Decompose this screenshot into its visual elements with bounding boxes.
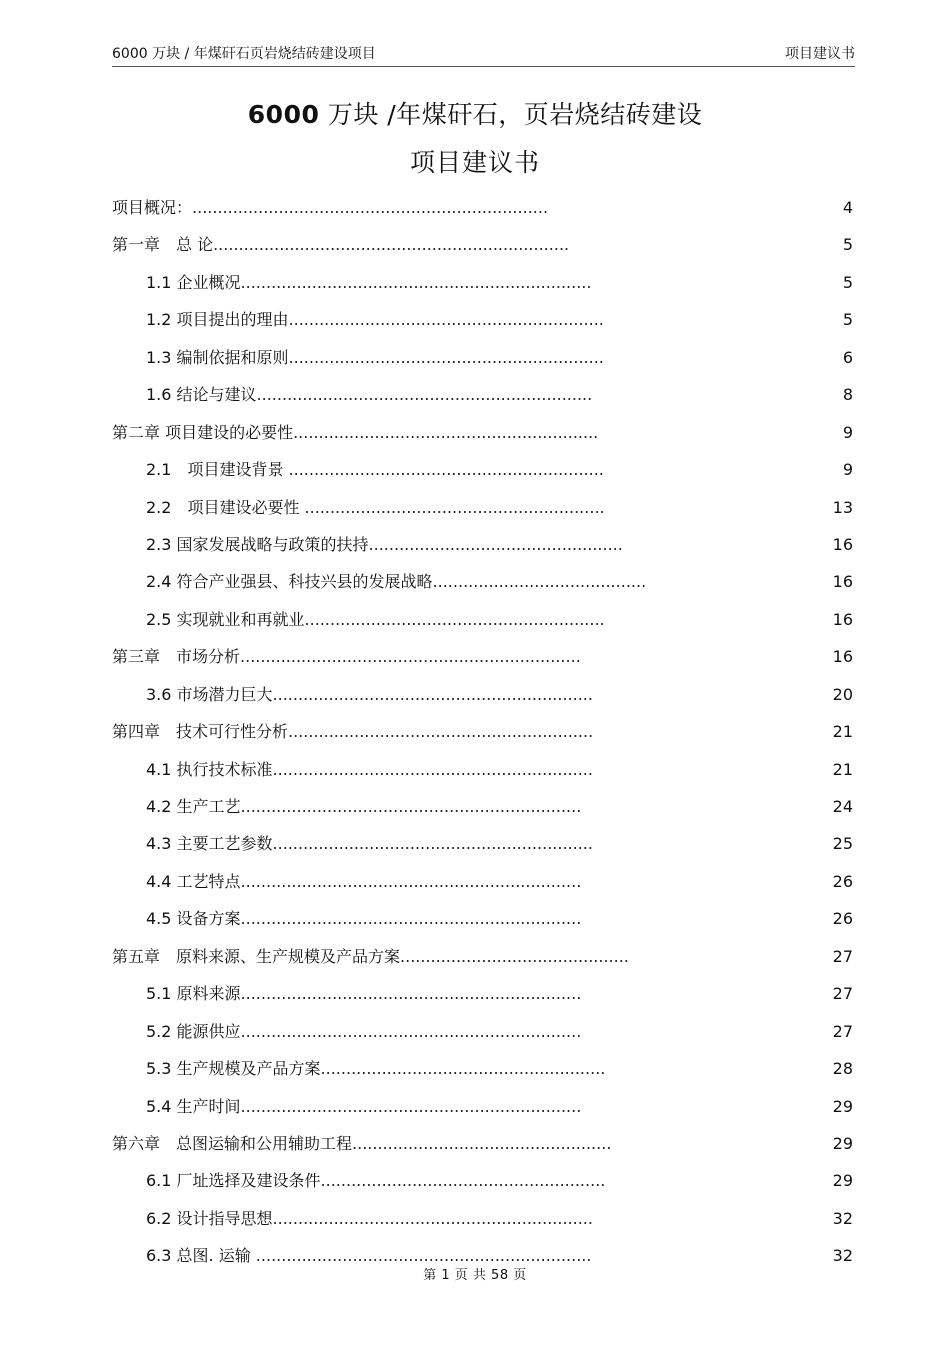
toc-page-number: 27 bbox=[832, 984, 853, 1004]
toc-entry-title: 第四章 技术可行性分析 bbox=[112, 722, 289, 742]
toc-entry-title: 第六章 总图运输和公用辅助工程 bbox=[112, 1133, 353, 1153]
toc-entry-title: 2.4 符合产业强县、科技兴县的发展战略 bbox=[146, 572, 433, 592]
toc-dot-leader: .......................................... bbox=[432, 572, 647, 592]
toc-entry-title: 6.3 总图. 运输 bbox=[146, 1246, 251, 1266]
toc-entry[interactable] bbox=[112, 713, 855, 750]
toc-entry[interactable] bbox=[112, 601, 855, 638]
toc-dot-leader: ................................................................... bbox=[240, 909, 582, 929]
page-number-footer: 第 1 页 共 58 页 bbox=[423, 1268, 527, 1283]
title-line-2: 项目建议书 bbox=[409, 148, 540, 177]
toc-page-number: 16 bbox=[832, 647, 853, 667]
toc-dot-leader: ................................................................... bbox=[240, 1096, 582, 1116]
toc-entry[interactable] bbox=[112, 1013, 855, 1050]
toc-entry-title: 6.2 设计指导思想 bbox=[146, 1208, 273, 1228]
toc-dot-leader: ...................................................................... bbox=[192, 198, 549, 217]
toc-page-number: 32 bbox=[832, 1246, 853, 1266]
table-of-contents bbox=[112, 189, 855, 1275]
toc-entry[interactable] bbox=[112, 825, 855, 862]
toc-dot-leader: ............................................................... bbox=[272, 759, 593, 779]
toc-page-number: 8 bbox=[842, 385, 853, 405]
toc-entry-title: 2.2 项目建设必要性 bbox=[146, 497, 300, 517]
toc-dot-leader: ...................................................................... bbox=[213, 235, 570, 255]
toc-page-number: 13 bbox=[832, 497, 853, 517]
toc-entry-title: 第一章 总 论 bbox=[112, 235, 214, 255]
toc-page-number: 5 bbox=[842, 272, 853, 292]
toc-entry[interactable] bbox=[112, 451, 855, 488]
toc-page-number: 21 bbox=[832, 759, 853, 779]
header-document-type: 项目建议书 bbox=[785, 46, 855, 62]
toc-entry-title: 2.1 项目建设背景 bbox=[146, 460, 284, 480]
toc-entry[interactable] bbox=[112, 1200, 855, 1237]
toc-entry[interactable] bbox=[112, 751, 855, 788]
toc-page-number: 29 bbox=[832, 1171, 853, 1191]
toc-dot-leader: ........................................................... bbox=[304, 609, 605, 629]
toc-entry-title: 4.3 主要工艺参数 bbox=[146, 834, 273, 854]
header-document-title: 6000 万块 / 年煤矸石页岩烧结砖建设项目 bbox=[112, 46, 376, 62]
toc-entry[interactable] bbox=[112, 264, 855, 301]
toc-entry[interactable] bbox=[112, 489, 855, 526]
toc-page-number: 29 bbox=[832, 1133, 853, 1153]
toc-dot-leader: ............................................................... bbox=[272, 834, 593, 854]
toc-page-number: 26 bbox=[832, 909, 853, 929]
toc-dot-leader: ............................................. bbox=[400, 946, 629, 966]
toc-entry[interactable] bbox=[112, 1162, 855, 1199]
toc-dot-leader: ................................................................... bbox=[240, 871, 582, 891]
toc-entry[interactable] bbox=[112, 863, 855, 900]
toc-entry[interactable] bbox=[112, 339, 855, 376]
toc-entry-title: 2.5 实现就业和再就业 bbox=[146, 609, 305, 629]
toc-entry-title: 3.6 市场潜力巨大 bbox=[146, 684, 273, 704]
toc-dot-leader: ................................................................... bbox=[240, 797, 582, 816]
toc-entry-title: 2.3 国家发展战略与政策的扶持 bbox=[146, 534, 369, 554]
toc-dot-leader: ............................................................ bbox=[288, 722, 594, 742]
toc-page-number: 27 bbox=[832, 946, 853, 966]
toc-entry-title: 第五章 原料来源、生产规模及产品方案 bbox=[112, 946, 401, 966]
toc-dot-leader: .................................................. bbox=[368, 534, 623, 554]
toc-dot-leader: ................................................... bbox=[352, 1133, 612, 1153]
toc-entry[interactable] bbox=[112, 226, 855, 263]
toc-dot-leader: ............................................................ bbox=[293, 422, 599, 442]
toc-entry-title: 1.2 项目提出的理由 bbox=[146, 310, 289, 330]
page-header bbox=[112, 40, 855, 67]
toc-entry-title: 6.1 厂址选择及建设条件 bbox=[146, 1171, 321, 1191]
toc-page-number: 6 bbox=[842, 347, 853, 367]
toc-entry-title: 5.4 生产时间 bbox=[146, 1096, 241, 1116]
toc-entry[interactable] bbox=[112, 1050, 855, 1087]
toc-dot-leader: ............................................................... bbox=[272, 1208, 593, 1228]
toc-entry[interactable] bbox=[112, 938, 855, 975]
toc-entry[interactable] bbox=[112, 376, 855, 413]
toc-entry[interactable] bbox=[112, 1125, 855, 1162]
toc-dot-leader: .............................................................. bbox=[283, 460, 604, 480]
toc-dot-leader: .............................................................. bbox=[288, 347, 604, 367]
toc-entry[interactable] bbox=[112, 414, 855, 451]
toc-entry[interactable] bbox=[112, 676, 855, 713]
toc-entry-title: 5.2 能源供应 bbox=[146, 1021, 241, 1041]
toc-page-number: 27 bbox=[832, 1021, 853, 1041]
toc-page-number: 4 bbox=[842, 198, 853, 217]
toc-entry-title: 4.1 执行技术标准 bbox=[146, 759, 273, 779]
toc-page-number: 28 bbox=[832, 1059, 853, 1079]
toc-entry-title: 5.1 原料来源 bbox=[146, 984, 241, 1004]
toc-entry-title: 1.1 企业概况 bbox=[146, 272, 241, 292]
document-title bbox=[0, 95, 950, 183]
toc-dot-leader: ........................................................ bbox=[320, 1171, 606, 1191]
toc-dot-leader: ................................................................... bbox=[240, 1021, 582, 1041]
toc-page-number: 5 bbox=[842, 235, 853, 255]
toc-dot-leader: ............................................................... bbox=[272, 684, 593, 704]
toc-page-number: 16 bbox=[832, 572, 853, 592]
toc-entry[interactable] bbox=[112, 563, 855, 600]
title-text: 万块 /年煤矸石，页岩烧结砖建设 bbox=[327, 100, 703, 129]
toc-dot-leader: .................................................................. bbox=[256, 385, 593, 405]
toc-entry[interactable] bbox=[112, 975, 855, 1012]
toc-entry-title: 1.6 结论与建议 bbox=[146, 385, 257, 405]
toc-entry[interactable] bbox=[112, 301, 855, 338]
toc-entry-title: 第三章 市场分析 bbox=[112, 647, 241, 667]
toc-page-number: 21 bbox=[832, 722, 853, 742]
toc-entry-title: 第二章 项目建设的必要性 bbox=[112, 422, 294, 442]
toc-dot-leader: ................................................................... bbox=[240, 647, 581, 667]
title-line-1 bbox=[0, 95, 950, 135]
toc-entry-title: 1.3 编制依据和原则 bbox=[146, 347, 289, 367]
toc-entry[interactable] bbox=[112, 788, 855, 825]
toc-entry-title: 4.5 设备方案 bbox=[146, 909, 241, 929]
toc-dot-leader: .............................................................. bbox=[288, 310, 604, 330]
toc-dot-leader: ..................................................................... bbox=[240, 272, 592, 292]
toc-dot-leader: ........................................................ bbox=[320, 1059, 606, 1079]
toc-page-number: 32 bbox=[832, 1208, 853, 1228]
toc-page-number: 5 bbox=[842, 310, 853, 330]
toc-dot-leader: ................................................................... bbox=[240, 984, 582, 1004]
toc-page-number: 26 bbox=[832, 871, 853, 891]
toc-page-number: 20 bbox=[832, 684, 853, 704]
toc-entry-title: 5.3 生产规模及产品方案 bbox=[146, 1059, 321, 1079]
toc-page-number: 25 bbox=[832, 834, 853, 854]
toc-entry[interactable] bbox=[112, 638, 855, 675]
toc-entry[interactable] bbox=[112, 526, 855, 563]
toc-entry-title: 4.4 工艺特点 bbox=[146, 871, 241, 891]
toc-entry[interactable] bbox=[112, 900, 855, 937]
toc-entry[interactable] bbox=[112, 189, 855, 226]
title-number: 6000 bbox=[247, 100, 320, 129]
toc-dot-leader: ........................................................... bbox=[299, 497, 605, 517]
toc-entry[interactable] bbox=[112, 1088, 855, 1125]
toc-page-number: 16 bbox=[832, 609, 853, 629]
toc-entry-title: 项目概况： bbox=[112, 198, 193, 217]
toc-entry-title: 4.2 生产工艺 bbox=[146, 797, 241, 816]
toc-dot-leader: .................................................................. bbox=[250, 1246, 592, 1266]
toc-page-number: 29 bbox=[832, 1096, 853, 1116]
toc-page-number: 9 bbox=[842, 460, 853, 480]
toc-page-number: 16 bbox=[832, 534, 853, 554]
toc-page-number: 9 bbox=[842, 422, 853, 442]
toc-page-number: 24 bbox=[832, 797, 853, 816]
